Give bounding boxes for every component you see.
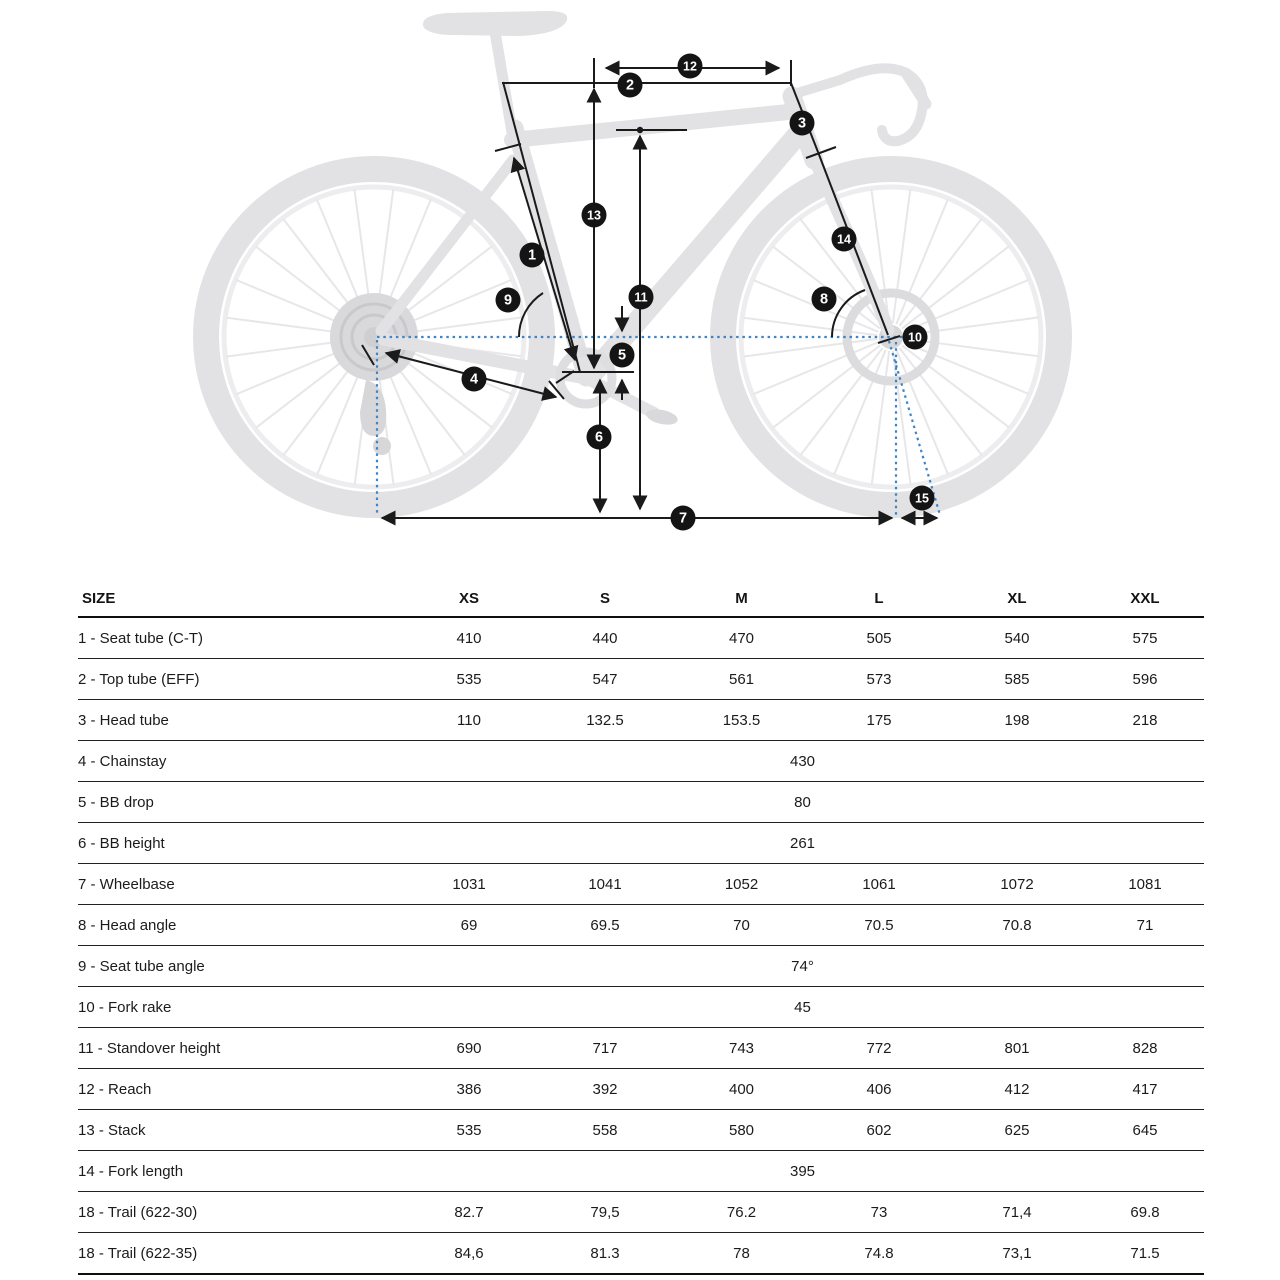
- row-value: 73: [810, 1192, 948, 1233]
- row-value: 1052: [673, 864, 810, 905]
- row-value: 81.3: [537, 1233, 673, 1275]
- table-row: [78, 905, 1204, 946]
- table-row: [78, 1192, 1204, 1233]
- row-value: 76.2: [673, 1192, 810, 1233]
- column-header-xxl: XXL: [1086, 584, 1204, 617]
- saddle: [423, 11, 567, 36]
- spoke: [900, 348, 982, 455]
- row-label: 14 - Fork length: [78, 1151, 401, 1192]
- callout-15: [910, 486, 935, 511]
- row-label: 8 - Head angle: [78, 905, 401, 946]
- row-value: 412: [948, 1069, 1086, 1110]
- row-value: 71,4: [948, 1192, 1086, 1233]
- standover-dot: [637, 127, 643, 133]
- row-value: 70.5: [810, 905, 948, 946]
- callout-5: [610, 343, 635, 368]
- callout-number: 4: [469, 371, 479, 388]
- row-label: 7 - Wheelbase: [78, 864, 401, 905]
- column-header-m: M: [673, 584, 810, 617]
- row-value: 540: [948, 617, 1086, 659]
- row-value: 828: [1086, 1028, 1204, 1069]
- table-row: [78, 1151, 1204, 1192]
- callout-number: 15: [915, 491, 929, 506]
- row-label: 18 - Trail (622-35): [78, 1233, 401, 1275]
- callout-number: 7: [678, 510, 688, 527]
- row-value: 78: [673, 1233, 810, 1275]
- geometry-table-header: [78, 584, 1204, 617]
- row-value: 561: [673, 659, 810, 700]
- table-row: [78, 782, 1204, 823]
- spoke: [800, 348, 882, 455]
- column-header-s: S: [537, 584, 673, 617]
- column-header-xl: XL: [948, 584, 1086, 617]
- callout-number: 5: [617, 347, 627, 364]
- row-value: 218: [1086, 700, 1204, 741]
- row-value: 535: [401, 659, 537, 700]
- row-value: 645: [1086, 1110, 1204, 1151]
- geometry-table-body: [78, 617, 1204, 1274]
- callout-number: 1: [527, 247, 537, 264]
- column-header-l: L: [810, 584, 948, 617]
- row-value: 71: [1086, 905, 1204, 946]
- row-value: 79,5: [537, 1192, 673, 1233]
- row-value: 198: [948, 700, 1086, 741]
- spoke: [872, 351, 890, 485]
- row-shared-value: 261: [401, 823, 1204, 864]
- callout-number: 9: [503, 292, 513, 309]
- row-value: 70: [673, 905, 810, 946]
- table-row: [78, 1069, 1204, 1110]
- callout-number: 2: [625, 77, 635, 94]
- row-value: 132.5: [537, 700, 673, 741]
- row-shared-value: 74°: [401, 946, 1204, 987]
- row-value: 470: [673, 617, 810, 659]
- row-value: 69.8: [1086, 1192, 1204, 1233]
- row-value: 70.8: [948, 905, 1086, 946]
- spoke: [902, 246, 1009, 328]
- row-shared-value: 45: [401, 987, 1204, 1028]
- callout-number: 11: [634, 290, 648, 305]
- row-value: 74.8: [810, 1233, 948, 1275]
- callout-1: [520, 243, 545, 268]
- spoke: [773, 346, 880, 428]
- row-value: 69: [401, 905, 537, 946]
- row-value: 575: [1086, 617, 1204, 659]
- table-row: [78, 987, 1204, 1028]
- table-row: [78, 1110, 1204, 1151]
- row-label: 9 - Seat tube angle: [78, 946, 401, 987]
- row-label: 3 - Head tube: [78, 700, 401, 741]
- stem: [794, 80, 840, 94]
- callout-3: [790, 111, 815, 136]
- row-label: 18 - Trail (622-30): [78, 1192, 401, 1233]
- table-row: [78, 1233, 1204, 1275]
- spoke: [902, 346, 1009, 428]
- top-tube-silhouette: [512, 111, 798, 140]
- row-value: 580: [673, 1110, 810, 1151]
- table-row: [78, 617, 1204, 659]
- row-value: 1041: [537, 864, 673, 905]
- callout-number: 8: [819, 291, 829, 308]
- row-value: 400: [673, 1069, 810, 1110]
- callout-10: [903, 325, 928, 350]
- table-row: [78, 700, 1204, 741]
- row-value: 547: [537, 659, 673, 700]
- column-header-xs: XS: [401, 584, 537, 617]
- spoke: [743, 318, 877, 336]
- callout-11: [629, 285, 654, 310]
- row-value: 717: [537, 1028, 673, 1069]
- row-value: 625: [948, 1110, 1086, 1151]
- row-value: 1031: [401, 864, 537, 905]
- size-header: SIZE: [78, 584, 401, 617]
- row-label: 6 - BB height: [78, 823, 401, 864]
- row-value: 535: [401, 1110, 537, 1151]
- crank-arm: [586, 378, 654, 413]
- row-label: 10 - Fork rake: [78, 987, 401, 1028]
- callout-14: [832, 227, 857, 252]
- table-row: [78, 823, 1204, 864]
- table-row: [78, 659, 1204, 700]
- row-value: 392: [537, 1069, 673, 1110]
- row-label: 4 - Chainstay: [78, 741, 401, 782]
- row-value: 406: [810, 1069, 948, 1110]
- callout-number: 10: [908, 330, 922, 345]
- row-value: 153.5: [673, 700, 810, 741]
- row-label: 12 - Reach: [78, 1069, 401, 1110]
- row-value: 505: [810, 617, 948, 659]
- row-label: 5 - BB drop: [78, 782, 401, 823]
- callout-7: [671, 506, 696, 531]
- row-value: 440: [537, 617, 673, 659]
- row-value: 69.5: [537, 905, 673, 946]
- row-value: 417: [1086, 1069, 1204, 1110]
- callout-number: 14: [837, 232, 851, 247]
- row-shared-value: 430: [401, 741, 1204, 782]
- callout-number: 6: [594, 429, 604, 446]
- row-value: 71.5: [1086, 1233, 1204, 1275]
- row-value: 1081: [1086, 864, 1204, 905]
- row-value: 84,6: [401, 1233, 537, 1275]
- row-value: 82.7: [401, 1192, 537, 1233]
- row-label: 13 - Stack: [78, 1110, 401, 1151]
- bike-geometry-diagram: [0, 0, 1280, 565]
- row-shared-value: 395: [401, 1151, 1204, 1192]
- row-value: 110: [401, 700, 537, 741]
- row-shared-value: 80: [401, 782, 1204, 823]
- derailleur-pulley: [373, 437, 391, 455]
- row-value: 386: [401, 1069, 537, 1110]
- row-value: 743: [673, 1028, 810, 1069]
- row-value: 1061: [810, 864, 948, 905]
- geometry-table: [78, 584, 1204, 1275]
- row-value: 690: [401, 1028, 537, 1069]
- callout-12: [678, 54, 703, 79]
- row-value: 73,1: [948, 1233, 1086, 1275]
- callout-2: [618, 73, 643, 98]
- row-label: 2 - Top tube (EFF): [78, 659, 401, 700]
- row-value: 772: [810, 1028, 948, 1069]
- callout-number: 3: [797, 115, 807, 132]
- row-value: 175: [810, 700, 948, 741]
- table-row: [78, 1028, 1204, 1069]
- callout-13: [582, 203, 607, 228]
- spoke: [893, 189, 911, 323]
- row-label: 1 - Seat tube (C-T): [78, 617, 401, 659]
- row-value: 602: [810, 1110, 948, 1151]
- table-row: [78, 946, 1204, 987]
- row-value: 410: [401, 617, 537, 659]
- row-value: 1072: [948, 864, 1086, 905]
- callout-4: [462, 367, 487, 392]
- callout-6: [587, 425, 612, 450]
- callout-9: [496, 288, 521, 313]
- row-label: 11 - Standover height: [78, 1028, 401, 1069]
- spoke: [900, 219, 982, 326]
- header-row: [78, 584, 1204, 617]
- row-value: 596: [1086, 659, 1204, 700]
- table-row: [78, 864, 1204, 905]
- table-row: [78, 741, 1204, 782]
- row-value: 801: [948, 1028, 1086, 1069]
- row-value: 585: [948, 659, 1086, 700]
- row-value: 573: [810, 659, 948, 700]
- callout-number: 13: [587, 208, 601, 223]
- callout-8: [812, 287, 837, 312]
- spoke: [743, 339, 877, 357]
- row-value: 558: [537, 1110, 673, 1151]
- callout-number: 12: [683, 59, 697, 74]
- rear-derailleur: [360, 380, 386, 436]
